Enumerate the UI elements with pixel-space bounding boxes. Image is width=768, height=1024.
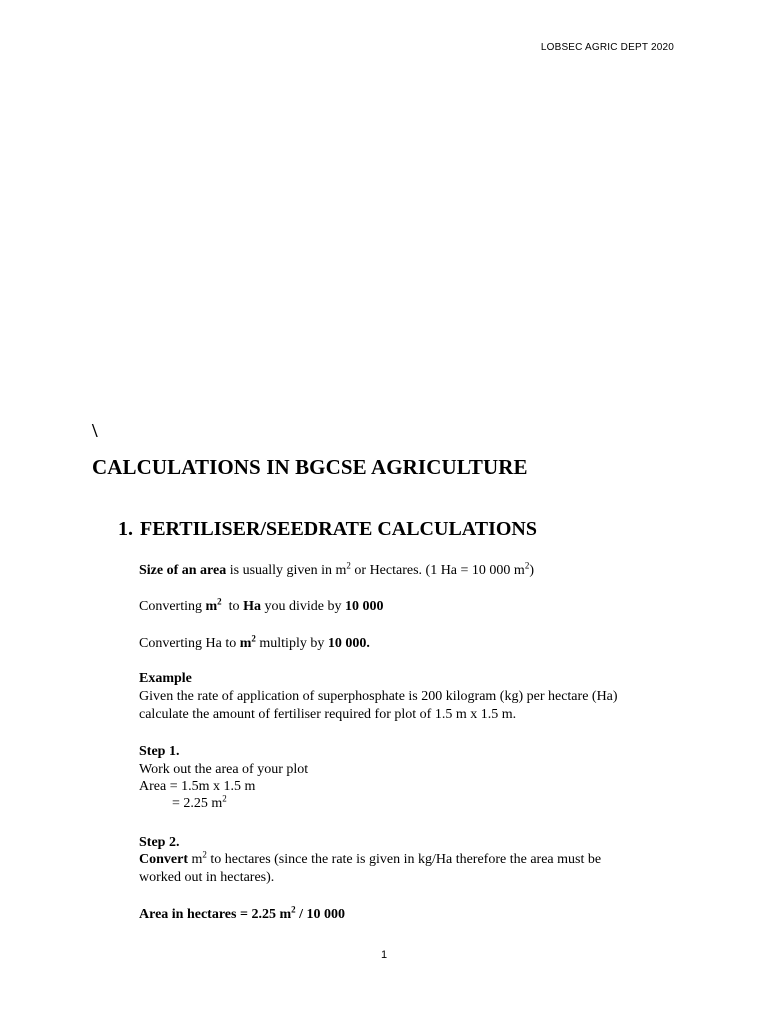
text-run: to bbox=[221, 599, 244, 614]
convert-ha-to-m2-paragraph bbox=[139, 635, 370, 652]
text-run: = 2.25 m bbox=[172, 796, 223, 811]
page-header: LOBSEC AGRIC DEPT 2020 bbox=[540, 42, 674, 53]
text-run: to hectares (since the rate is given in kg/Ha therefore the area must be bbox=[206, 852, 602, 867]
text-run: Converting bbox=[139, 599, 206, 614]
text-run: multiply by bbox=[255, 636, 328, 651]
convert-m2-to-ha-paragraph bbox=[139, 598, 383, 615]
bold-run: Ha bbox=[243, 599, 261, 614]
bold-run: Step 2. bbox=[139, 835, 180, 850]
size-of-area-term: Size of an area bbox=[139, 563, 227, 578]
text-run: or Hectares. (1 Ha = 10 000 m bbox=[350, 563, 525, 578]
bold-run: Step 1. bbox=[139, 744, 180, 759]
example-heading bbox=[139, 670, 192, 687]
bold-run: 10 000 bbox=[344, 599, 384, 614]
bold-run: Example bbox=[139, 671, 192, 686]
bold-run: m bbox=[205, 599, 218, 614]
size-of-area-paragraph bbox=[139, 562, 534, 579]
step-1-line-3 bbox=[172, 795, 227, 812]
bold-run: Convert bbox=[139, 852, 188, 867]
step-2-line-1 bbox=[139, 851, 601, 868]
example-line-1: Given the rate of application of superphosphate is 200 kilogram (kg) per hectare (Ha) bbox=[139, 689, 618, 704]
page-number: 1 bbox=[380, 949, 388, 961]
superscript: 2 bbox=[291, 904, 296, 915]
step-1-heading bbox=[139, 743, 179, 760]
document-title: CALCULATIONS IN BGCSE AGRICULTURE bbox=[92, 455, 528, 479]
bold-run: / 10 000 bbox=[295, 907, 345, 922]
section-title: FERTILISER/SEEDRATE CALCULATIONS bbox=[140, 518, 537, 540]
superscript: 2 bbox=[524, 560, 530, 571]
section-heading bbox=[118, 518, 537, 541]
bold-run: m bbox=[239, 636, 252, 651]
step-2-line-2: worked out in hectares). bbox=[139, 870, 275, 885]
superscript: 2 bbox=[346, 560, 351, 571]
superscript: 2 bbox=[251, 633, 256, 644]
superscript: 2 bbox=[202, 849, 207, 860]
section-number: 1. bbox=[118, 518, 133, 540]
superscript: 2 bbox=[217, 596, 222, 607]
step-1-line-2: Area = 1.5m x 1.5 m bbox=[139, 779, 256, 794]
step-1-line-1: Work out the area of your plot bbox=[139, 762, 309, 777]
example-line-2: calculate the amount of fertiliser required for plot of 1.5 m x 1.5 m. bbox=[139, 707, 517, 722]
text-run: is usually given in m bbox=[226, 563, 347, 578]
area-in-hectares-line bbox=[139, 906, 345, 923]
superscript: 2 bbox=[222, 793, 227, 804]
step-2-heading bbox=[139, 834, 179, 851]
text-run: m bbox=[188, 852, 203, 867]
text-run: ) bbox=[529, 563, 534, 578]
bold-run: Area in hectares = 2.25 m bbox=[139, 907, 292, 922]
text-run: you divide by bbox=[260, 599, 345, 614]
text-run: Converting Ha to bbox=[139, 636, 240, 651]
stray-backslash: \ bbox=[92, 420, 98, 442]
bold-run: 10 000. bbox=[327, 636, 370, 651]
